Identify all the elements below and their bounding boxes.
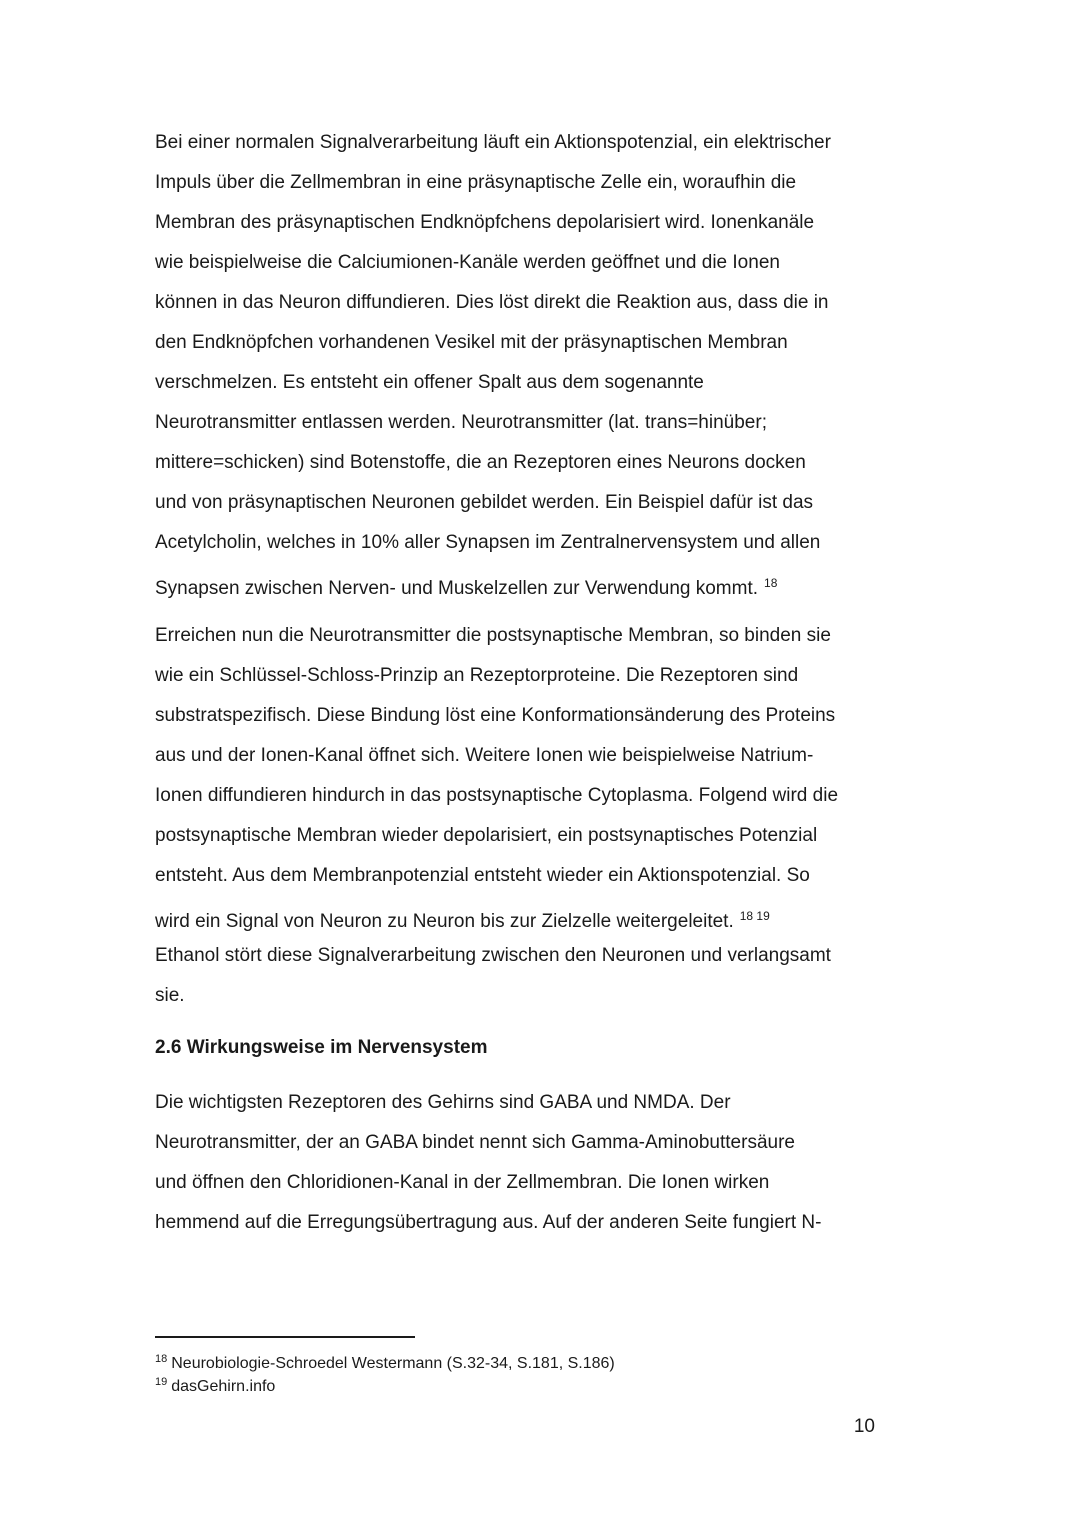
text-line: wie beispielweise die Calciumionen-Kanäle werden geöffnet und die Ionen xyxy=(155,252,780,273)
footnote-19 xyxy=(155,1371,275,1398)
paragraph-postsynaptic xyxy=(155,616,885,1016)
text-line: Neurotransmitter, der an GABA bindet nennt sich Gamma-Aminobuttersäure xyxy=(155,1132,795,1153)
text-line xyxy=(155,896,885,936)
text-line: Die wichtigsten Rezeptoren des Gehirns sind GABA und NMDA. Der xyxy=(155,1092,731,1113)
text-line: Membran des präsynaptischen Endknöpfchens depolarisiert wird. Ionenkanäle xyxy=(155,212,815,233)
text-line: entsteht. Aus dem Membranpotenzial entsteht wieder ein Aktionspotenzial. So xyxy=(155,865,810,886)
footnote-number: 18 xyxy=(155,1353,168,1365)
text-line: Ethanol stört diese Signalverarbeitung zwischen den Neuronen und verlangsamt xyxy=(155,945,831,966)
text-line xyxy=(155,563,885,603)
page-number: 10 xyxy=(853,1416,875,1437)
text-line: und von präsynaptischen Neuronen gebildet werden. Ein Beispiel dafür ist das xyxy=(155,492,814,513)
footnote-reference[interactable]: 18 xyxy=(764,576,778,590)
text-line: hemmend auf die Erregungsübertragung aus. Auf der anderen Seite fungiert N- xyxy=(155,1212,822,1233)
text-line: sie. xyxy=(155,985,185,1006)
text-line: Acetylcholin, welches in 10% aller Synapsen im Zentralnervensystem und allen xyxy=(155,532,821,553)
text-line: können in das Neuron diffundieren. Dies löst direkt die Reaktion aus, dass die in xyxy=(155,292,829,313)
text-line: und öffnen den Chloridionen-Kanal in der Zellmembran. Die Ionen wirken xyxy=(155,1172,770,1193)
footnote-text: dasGehirn.info xyxy=(171,1378,276,1395)
text-line: den Endknöpfchen vorhandenen Vesikel mit der präsynaptischen Membran xyxy=(155,332,788,353)
footnote-separator xyxy=(155,1336,415,1338)
paragraph-receptors xyxy=(155,1083,885,1243)
text-line: wie ein Schlüssel-Schloss-Prinzip an Rezeptorproteine. Die Rezeptoren sind xyxy=(155,665,799,686)
text-line-content: Synapsen zwischen Nerven- und Muskelzellen zur Verwendung kommt. xyxy=(155,578,759,599)
text-line: verschmelzen. Es entsteht ein offener Spalt aus dem sogenannte xyxy=(155,372,704,393)
text-line: aus und der Ionen-Kanal öffnet sich. Weitere Ionen wie beispielweise Natrium- xyxy=(155,745,814,766)
text-line: Impuls über die Zellmembran in eine präsynaptische Zelle ein, woraufhin die xyxy=(155,172,797,193)
text-line: postsynaptische Membran wieder depolarisiert, ein postsynaptisches Potenzial xyxy=(155,825,818,846)
text-line: substratspezifisch. Diese Bindung löst eine Konformationsänderung des Proteins xyxy=(155,705,836,726)
paragraph-signal-processing xyxy=(155,123,885,603)
footnote-text: Neurobiologie-Schroedel Westermann (S.32-34, S.181, S.186) xyxy=(171,1355,615,1372)
text-line: Neurotransmitter entlassen werden. Neurotransmitter (lat. trans=hinüber; xyxy=(155,412,767,433)
footnote-reference[interactable]: 18 19 xyxy=(739,909,770,923)
text-line-content: wird ein Signal von Neuron zu Neuron bis zur Zielzelle weitergeleitet. xyxy=(155,911,734,932)
text-line: Bei einer normalen Signalverarbeitung läuft ein Aktionspotenzial, ein elektrischer xyxy=(155,132,831,153)
text-line: Ionen diffundieren hindurch in das postsynaptische Cytoplasma. Folgend wird die xyxy=(155,785,839,806)
text-line: mittere=schicken) sind Botenstoffe, die an Rezeptoren eines Neurons docken xyxy=(155,452,806,473)
footnote-number: 19 xyxy=(155,1376,168,1388)
section-heading: 2.6 Wirkungsweise im Nervensystem xyxy=(155,1037,488,1058)
text-line: Erreichen nun die Neurotransmitter die postsynaptische Membran, so binden sie xyxy=(155,625,831,646)
